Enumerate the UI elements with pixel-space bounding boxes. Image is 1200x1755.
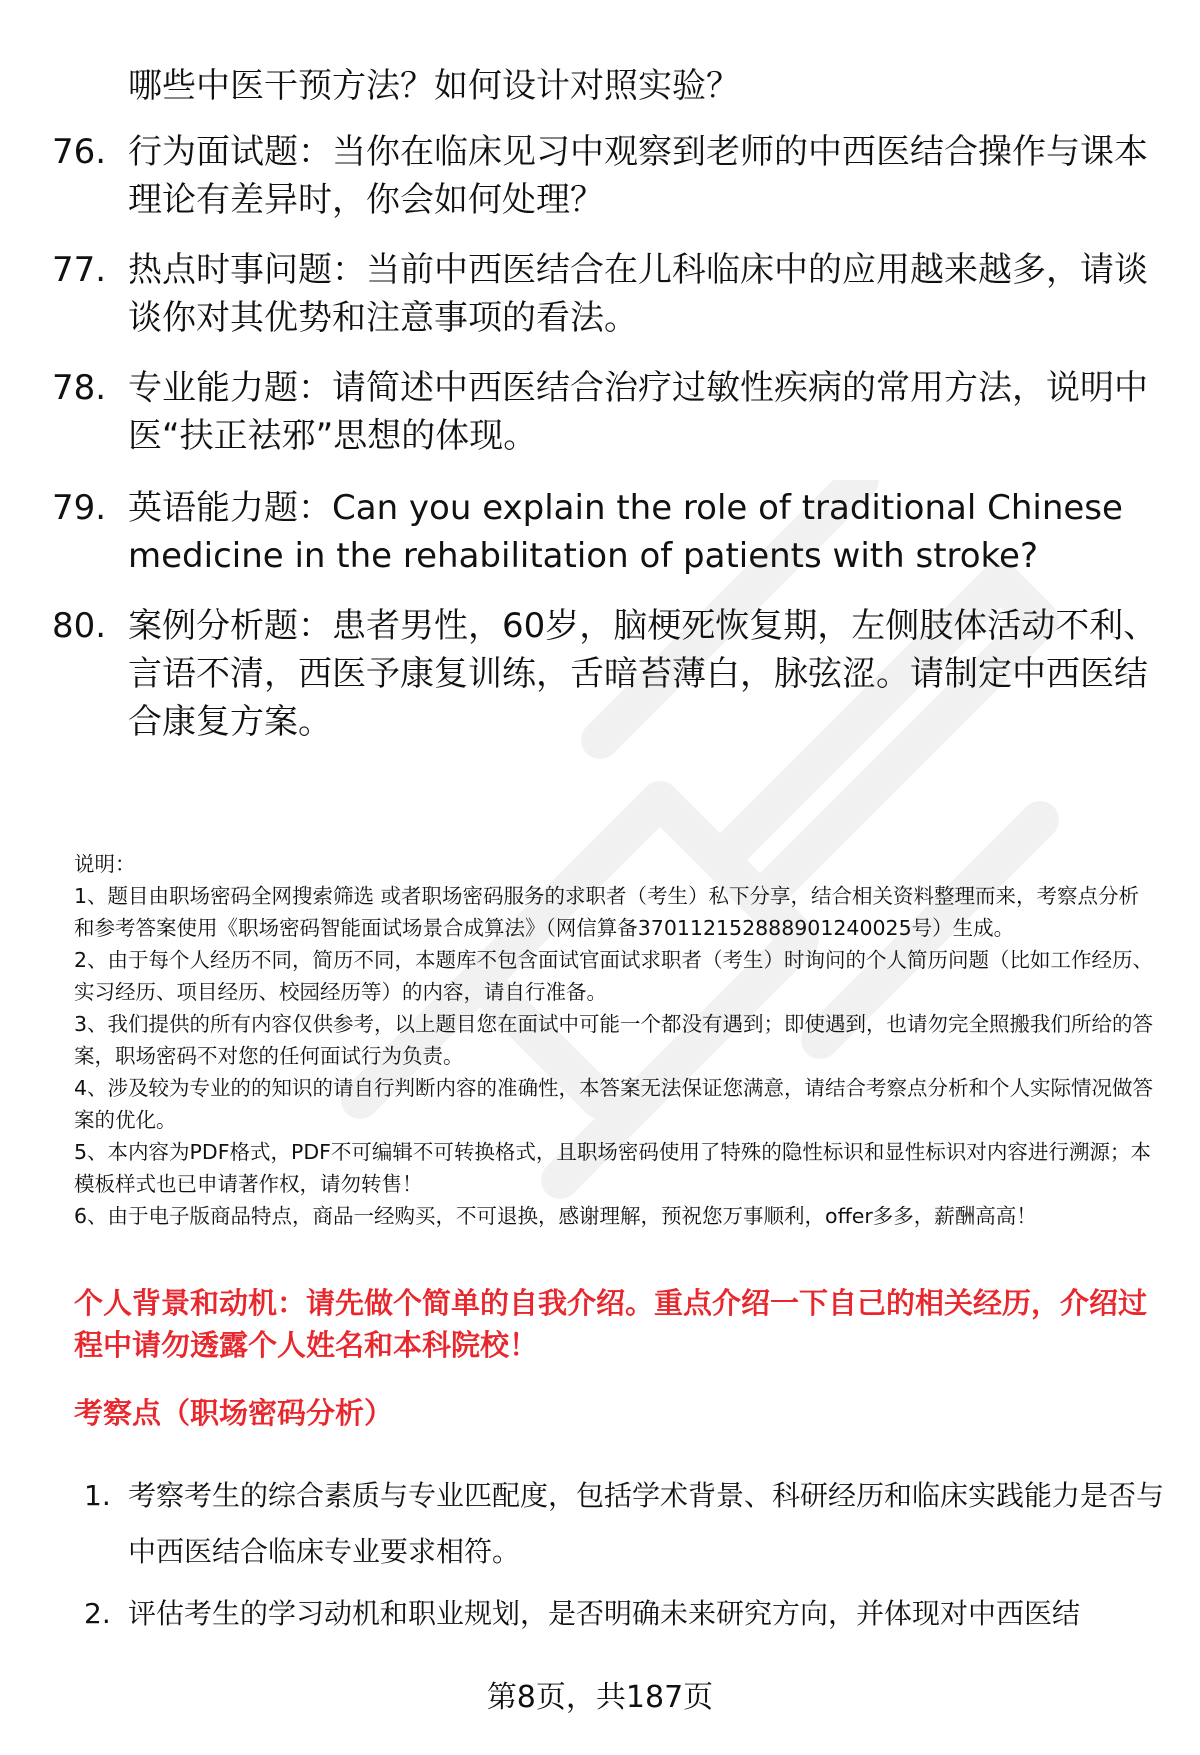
notes-title: 说明：	[74, 852, 136, 876]
note-item: 1、题目由职场密码全网搜索筛选 或者职场密码服务的求职者（考生）私下分享，结合相关资料整理而来，考察点分析和参考答案使用《职场密码智能面试场景合成算法》（网信算备370112152888901240025号）生成。	[74, 884, 1140, 940]
question-item-77	[52, 246, 1162, 342]
analysis-item-text: 考察考生的综合素质与专业匹配度，包括学术背景、科研经历和临床实践能力是否与中西医结合临床专业要求相符。	[128, 1479, 1165, 1568]
note-item: 2、由于每个人经历不同，简历不同，本题库不包含面试官面试求职者（考生）时询问的个人简历问题（比如工作经历、实习经历、项目经历、校园经历等）的内容，请自行准备。	[74, 948, 1154, 1004]
question-number: 78.	[52, 368, 107, 408]
note-item: 6、由于电子版商品特点，商品一经购买，不可退换，感谢理解，预祝您万事顺利，offer多多，薪酬高高！	[74, 1204, 1037, 1228]
section-heading: 个人背景和动机：请先做个简单的自我介绍。重点介绍一下自己的相关经历，介绍过程中请勿透露个人姓名和本科院校！	[74, 1286, 1148, 1362]
question-text: 热点时事问题：当前中西医结合在儿科临床中的应用越来越多，请谈谈你对其优势和注意事项的看法。	[128, 250, 1148, 338]
question-continuation: 哪些中医干预方法？如何设计对照实验？	[128, 66, 740, 106]
page-footer: 第8页，共187页	[486, 1680, 714, 1715]
question-number: 76.	[52, 132, 107, 172]
note-item: 3、我们提供的所有内容仅供参考，以上题目您在面试中可能一个都没有遇到；即使遇到，也请勿完全照搬我们所给的答案，职场密码不对您的任何面试行为负责。	[74, 1012, 1154, 1068]
analysis-heading: 考察点（职场密码分析）	[74, 1396, 394, 1430]
analysis-item-number: 2.	[84, 1597, 111, 1630]
notes-block	[74, 848, 1156, 1232]
question-item-79	[52, 484, 1162, 580]
analysis-item-text: 评估考生的学习动机和职业规划，是否明确未来研究方向，并体现对中西医结	[128, 1597, 1081, 1630]
question-number: 77.	[52, 250, 107, 290]
question-text: 行为面试题：当你在临床见习中观察到老师的中西医结合操作与课本理论有差异时，你会如何处理？	[128, 132, 1148, 220]
question-text: 英语能力题：Can you explain the role of traditional Chinese medicine in the rehabilitation of patients with stroke?	[128, 488, 1123, 576]
analysis-item	[84, 1468, 1164, 1580]
question-item-80	[52, 602, 1162, 746]
question-text: 专业能力题：请简述中西医结合治疗过敏性疾病的常用方法，说明中医“扶正祛邪”思想的体现。	[128, 368, 1148, 456]
note-item: 4、涉及较为专业的的知识的请自行判断内容的准确性，本答案无法保证您满意，请结合考察点分析和个人实际情况做答案的优化。	[74, 1076, 1154, 1132]
note-item: 5、本内容为PDF格式，PDF不可编辑不可转换格式，且职场密码使用了特殊的隐性标识和显性标识对内容进行溯源；本模板样式也已申请著作权，请勿转售！	[74, 1140, 1151, 1196]
question-item-78	[52, 364, 1162, 460]
question-number: 80.	[52, 606, 107, 646]
question-text: 案例分析题：患者男性，60岁，脑梗死恢复期，左侧肢体活动不利、言语不清，西医予康复训练，舌暗苔薄白，脉弦涩。请制定中西医结合康复方案。	[128, 606, 1158, 742]
question-number: 79.	[52, 488, 107, 528]
analysis-item	[84, 1586, 1164, 1642]
analysis-item-number: 1.	[84, 1479, 111, 1512]
question-item-76	[52, 128, 1162, 224]
